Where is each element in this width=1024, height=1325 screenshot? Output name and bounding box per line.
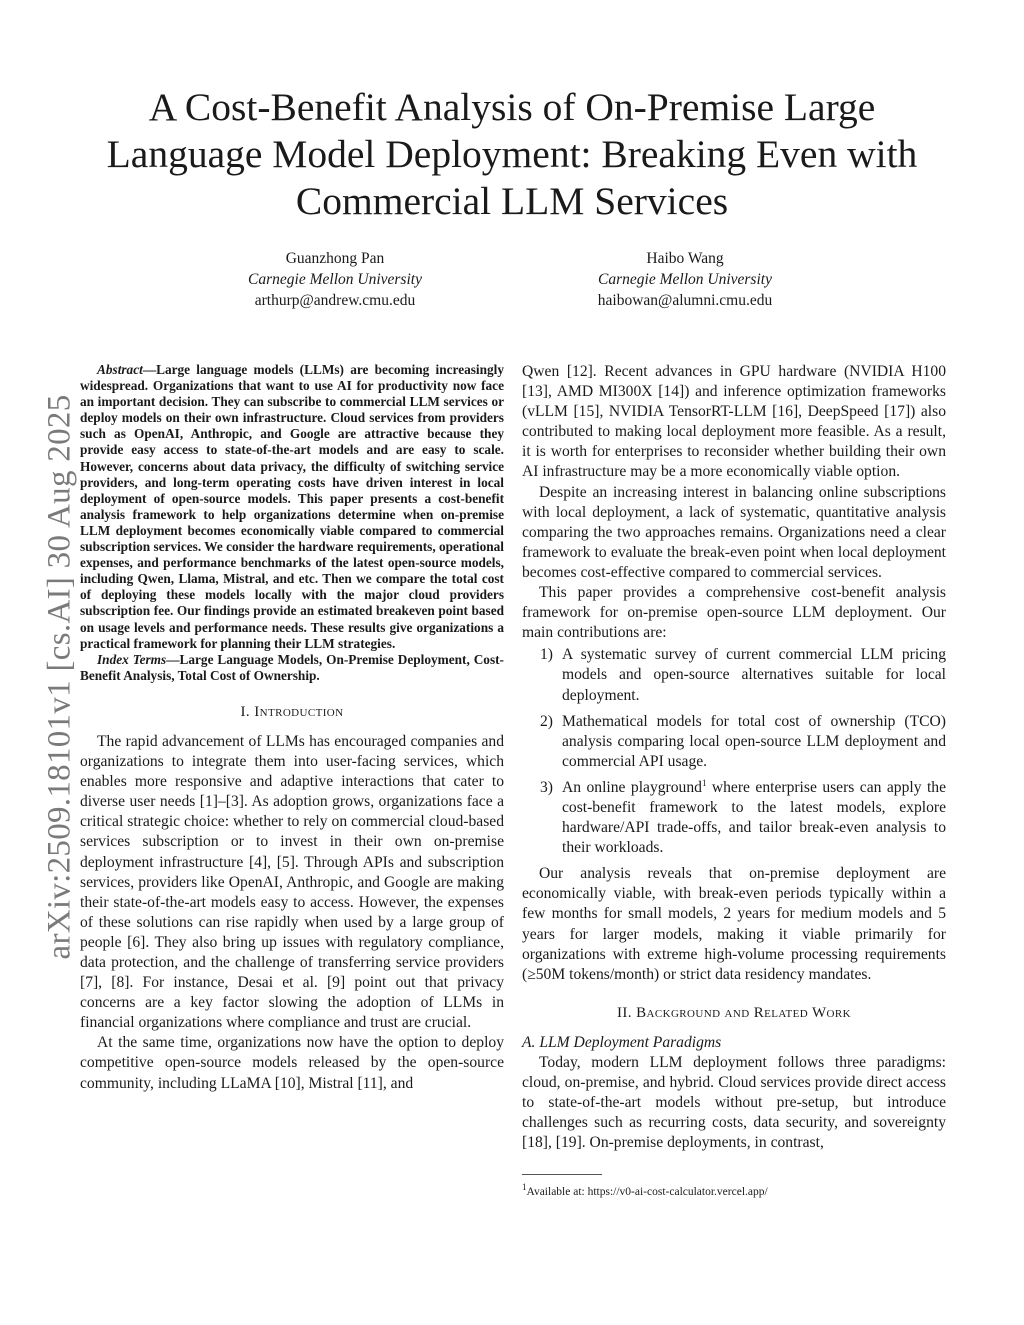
left-column — [80, 362, 504, 1094]
author-block-1 — [220, 248, 450, 311]
author-affiliation: Carnegie Mellon University — [248, 271, 422, 288]
intro-gap-paragraph: Despite an increasing interest in balancing online subscriptions with local deployment, a lack of systematic, quantitative analysis comparing the two approaches remains. Organizations need a clear framework to evaluate the break-even point when local deployment becomes cost-effective compared to commercial services. — [522, 483, 946, 581]
index-terms-label: Index Terms — [97, 651, 167, 667]
subsection-title: A. LLM Deployment Paradigms — [522, 1033, 722, 1051]
paper-title: A Cost-Benefit Analysis of On-Premise Large Language Model Deployment: Breaking Even with Commercial LLM Services — [106, 85, 918, 223]
abstract-text: Large language models (LLMs) are becoming increasingly widespread. Organizations that want to use AI for productivity now face an important decision. They can subscribe to commercial LLM services or deploy models on their own infrastructure. Cloud services from providers such as OpenAI, Anthropic, and Google are attractive because they provide easy access to state-of-the-art models and are easy to scale. However, concerns about data privacy, the difficulty of switching service providers, and long-term operating costs have driven interest in local deployment of open-source models. This paper presents a cost-benefit analysis framework to help organizations determine when on-premise LLM deployment becomes economically viable compared to commercial subscription services. We consider the hardware requirements, operational expenses, and performance benchmarks of the latest open-source models, including Qwen, Llama, Mistral, and etc. Then we compare the total cost of deploying these models locally with the major cloud providers subscription fee. Our findings provide an estimated breakeven point based on usage levels and performance needs. These results give organizations a practical framework for planning their LLM strategies. — [80, 362, 504, 651]
background-paragraph: Today, modern LLM deployment follows three paradigms: cloud, on-premise, and hybrid. Cloud services provide direct access to state-of-the-art models without pre-setup, but introduce challenges such as recurring costs, data security, and sovereignty [18], [19]. On-premise deployments, in contrast, — [522, 1054, 946, 1152]
intro-paragraph-1: The rapid advancement of LLMs has encouraged companies and organizations to integrate them into user-facing services, which enables more responsive and adaptive interactions that cater to diverse user needs [1]–[3]. As adoption grows, organizations face a critical strategic choice: whether to rely on commercial cloud-based services subscription or to invest in their own on-premise deployment infrastructure [4], [5]. Through APIs and subscription services, providers like OpenAI, Anthropic, and Google are making their state-of-the-art models easy to access. However, the expenses of these solutions can rise rapidly when used by a large group of people [6]. They also bring up issues with regulatory compliance, data protection, and the challenge of transferring service providers [7], [8]. For instance, Desai et al. [9] point out that privacy concerns are a key factor slowing the adoption of LLMs in financial organizations where compliance and trust are crucial. — [80, 732, 504, 1032]
section-heading-introduction — [80, 702, 504, 722]
author-email: haibowan@alumni.cmu.edu — [597, 292, 773, 309]
section-title: Background and Related Work — [636, 1004, 851, 1021]
footnote-number: 1 — [522, 1182, 527, 1193]
contributions-list — [522, 645, 946, 858]
list-text-part: An online playground — [562, 778, 702, 796]
list-number: 3) — [540, 778, 553, 796]
list-item — [522, 645, 946, 705]
intro-findings-paragraph: Our analysis reveals that on-premise deployment are economically viable, with break-even periods typically within a few months for small models, 2 years for medium models and 5 years for larger models, making it viable primarily for organizations with extreme high-volume processing requirements (≥50M tokens/month) or strict data residency mandates. — [522, 865, 946, 983]
abstract-label: Abstract — [97, 362, 143, 377]
author-affiliation: Carnegie Mellon University — [598, 271, 772, 288]
author-email: arthurp@andrew.cmu.edu — [254, 292, 416, 309]
index-terms: Index Terms—Large Language Models, On-Premise Deployment, Cost-Benefit Analysis, Total Cost of Ownership. — [80, 651, 504, 683]
list-text-part: where enterprise users can apply the cost-benefit framework to the latest models, explore hardware/API trade-offs, and tailor break-even analysis to their workloads. — [562, 778, 947, 857]
intro-contrib-paragraph: This paper provides a comprehensive cost-benefit analysis framework for on-premise open-source LLM deployment. Our main contributions are: — [522, 584, 946, 642]
abstract: Abstract—Large language models (LLMs) are becoming increasingly widespread. Organizations that want to use AI for productivity now face an important decision. They can subscribe to commercial LLM services or deploy models on their own infrastructure. Cloud services from providers such as OpenAI, Anthropic, and Google are attractive because they provide easy access to state-of-the-art models and are easy to scale. However, concerns about data privacy, the difficulty of switching service providers, and long-term operating costs have driven interest in local deployment of open-source models. This paper presents a cost-benefit analysis framework to help organizations determine when on-premise LLM deployment becomes economically viable compared to commercial subscription services. We consider the hardware requirements, operational expenses, and performance benchmarks of the latest open-source models, including Qwen, Llama, Mistral, and etc. Then we compare the total cost of deploying these models locally with the major cloud providers subscription fee. Our findings provide an estimated breakeven point based on usage levels and performance needs. These results give organizations a practical framework for planning their LLM strategies. — [80, 362, 504, 651]
section-number: I. — [240, 703, 251, 720]
author-name: Guanzhong Pan — [285, 250, 385, 267]
list-text: A systematic survey of current commercial LLM pricing models and open-source alternatives suitable for local deployment. — [562, 646, 946, 704]
author-block-2 — [570, 248, 800, 311]
footnote-text[interactable]: Available at: https://v0-ai-cost-calculator.vercel.app/ — [526, 1186, 768, 1198]
footnote — [522, 1182, 946, 1199]
list-number: 1) — [540, 646, 553, 664]
arxiv-identifier: arXiv:2509.18101v1 [cs.AI] 30 Aug 2025 — [41, 394, 78, 960]
list-text — [562, 778, 946, 858]
section-heading-background — [522, 1003, 946, 1023]
author-name: Haibo Wang — [646, 250, 724, 267]
list-item — [522, 778, 946, 858]
index-terms-text: Large Language Models, On-Premise Deployment, Cost-Benefit Analysis, Total Cost of Ownership. — [80, 651, 504, 683]
section-title: Introduction — [254, 703, 344, 720]
intro-paragraph-2: At the same time, organizations now have the option to deploy competitive open-source models released by the open-source community, including LLaMA [10], Mistral [11], and — [80, 1034, 504, 1092]
list-number: 2) — [540, 712, 553, 730]
list-text: Mathematical models for total cost of ownership (TCO) analysis comparing local open-source LLM deployment and commercial API usage. — [562, 712, 946, 770]
list-item — [522, 712, 946, 772]
section-number: II. — [617, 1004, 632, 1021]
footnote-mark[interactable]: 1 — [701, 777, 707, 788]
footnote-divider — [522, 1174, 602, 1175]
intro-continuation: Qwen [12]. Recent advances in GPU hardware (NVIDIA H100 [13], AMD MI300X [14]) and inference optimization frameworks (vLLM [15], NVIDIA TensorRT-LLM [16], DeepSpeed [17]) also contributed to making local deployment more feasible. As a result, it is worth for enterprises to reconsider whether building their own AI infrastructure may be a more economically viable option. — [522, 363, 946, 481]
right-column — [522, 362, 946, 1153]
